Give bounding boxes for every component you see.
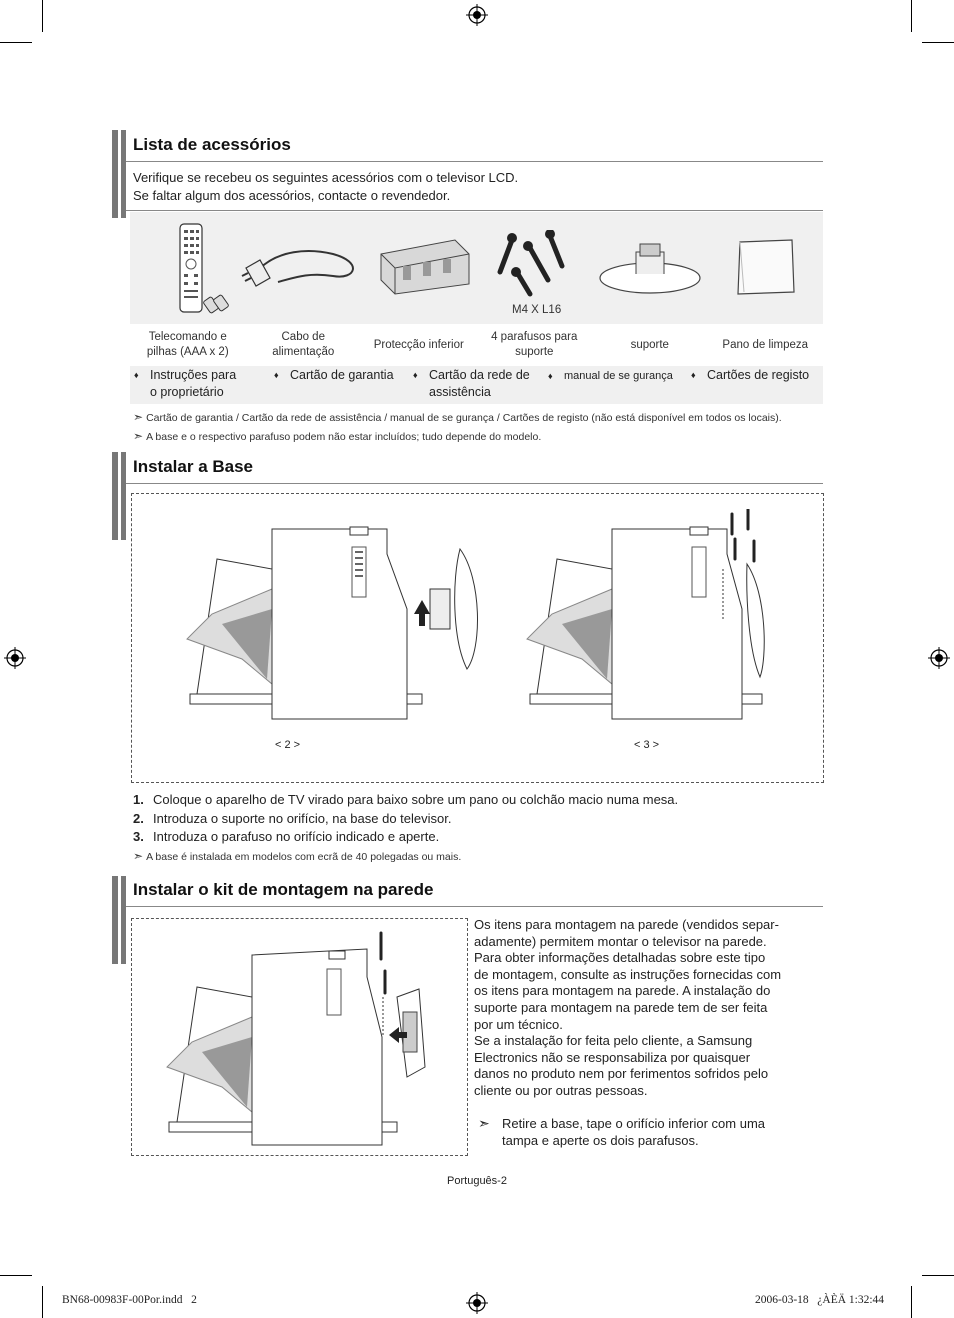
base-figure-3: [522, 509, 782, 729]
document-item: ♦ Cartão de garantia: [274, 368, 394, 382]
wall-mount-description: Os itens para montagem na parede (vendidos separ- adamente) permitem montar o televisor na parede. Para obter informações detalhadas sobre este tipo de montagem, consulte as instruções fornecidas com os itens para montagem na parede. A instalação do suporte para montagem na parede tem de ser feita por um técnico. Se a instalação for feita pelo cliente, a Samsung Electronics não se responsabiliza por quaisquer danos no produto nem por ferimentos sofridos pelo cliente ou por outras pessoas.: [474, 917, 782, 1098]
note: ➣ A base é instalada em modelos com ecrã de 40 polegadas ou mais.: [133, 849, 462, 863]
section-bar: [112, 130, 126, 218]
base-steps: [133, 791, 678, 847]
registration-mark-icon: [466, 4, 488, 26]
section-rule: [126, 483, 823, 484]
crop-mark: [922, 42, 954, 43]
section-bar: [112, 452, 126, 540]
stand-icon: [598, 238, 703, 296]
accessory-label: 4 parafusos para suporte: [491, 331, 578, 358]
accessory-label: suporte: [630, 338, 669, 351]
figure-3-label: < 3 >: [634, 739, 660, 751]
documents-list: [130, 366, 823, 404]
section-rule: [126, 210, 823, 211]
crop-mark: [0, 42, 32, 43]
accessories-intro: Verifique se recebeu os seguintes acessórios com o televisor LCD. Se faltar algum dos acessórios, contacte o revendedor.: [133, 170, 519, 203]
accessory-label: Pano de limpeza: [722, 338, 809, 351]
wall-note: Retire a base, tape o orifício inferior com uma tampa e aperte os dois parafusos.: [502, 1116, 766, 1148]
crop-mark: [0, 1275, 32, 1276]
bottom-cover-icon: [375, 234, 475, 296]
accessory-labels: [130, 326, 823, 364]
note: ➣ A base e o respectivo parafuso podem não estar incluídos; tudo depende do modelo.: [133, 429, 542, 443]
accessories-title: Lista de acessórios: [133, 135, 291, 154]
figure-2-label: < 2 >: [275, 739, 301, 751]
base-figure-2: [182, 519, 482, 729]
base-title: Instalar a Base: [133, 457, 254, 476]
crop-mark: [42, 1286, 43, 1318]
page-number: Português-2: [447, 1175, 507, 1187]
accessory-label: Telecomando e pilhas (AAA x 2): [146, 331, 229, 358]
note-arrow-icon: ➣: [133, 429, 144, 443]
wall-title: Instalar o kit de montagem na parede: [133, 880, 434, 899]
note-arrow-icon: ➣: [133, 849, 144, 863]
wall-illustration-box: [131, 918, 468, 1156]
document-item: ♦ Instruções para o proprietário: [134, 368, 237, 399]
registration-mark-icon: [4, 647, 26, 669]
accessory-images: [130, 212, 823, 324]
wall-mount-figure: [157, 927, 457, 1149]
screw-spec-label: M4 X L16: [512, 304, 562, 316]
step-item: 3. Introduza o parafuso no orifício indicado e aperte.: [133, 829, 440, 844]
step-item: 2. Introduza o suporte no orifício, na base do televisor.: [133, 810, 452, 826]
note: ➣ Cartão de garantia / Cartão da rede de assistência / manual de se gurança / Cartões de registo (não está disponível em todos os locais).: [133, 410, 782, 424]
footer-filename: BN68-00983F-00Por.indd 2: [62, 1294, 197, 1306]
registration-mark-icon: [466, 1292, 488, 1314]
section-rule: [126, 906, 823, 907]
base-illustration-box: [131, 493, 824, 783]
document-item: ♦ manual de se gurança: [548, 370, 673, 382]
crop-mark: [42, 0, 43, 32]
crop-mark: [911, 1286, 912, 1318]
footer-timestamp: 2006-03-18 ¿ÀÈÄ 1:32:44: [755, 1294, 885, 1306]
note-arrow-icon: ➣: [478, 1115, 490, 1131]
power-cord-icon: [238, 240, 363, 300]
note-arrow-icon: ➣: [133, 410, 144, 424]
screws-icon: [490, 230, 580, 300]
crop-mark: [922, 1275, 954, 1276]
document-item: ♦ Cartão da rede de assistência: [413, 368, 530, 399]
step-item: 1. Coloque o aparelho de TV virado para baixo sobre um pano ou colchão macio numa mesa.: [133, 792, 679, 807]
accessory-label: Cabo de alimentação: [272, 331, 335, 358]
remote-control-icon: [176, 222, 236, 314]
cleaning-cloth-icon: [732, 236, 802, 298]
document-item: ♦ Cartões de registo: [691, 368, 810, 382]
section-bar: [112, 876, 126, 964]
accessory-label: Protecção inferior: [373, 338, 464, 351]
section-rule: [126, 161, 823, 162]
crop-mark: [911, 0, 912, 32]
registration-mark-icon: [928, 647, 950, 669]
